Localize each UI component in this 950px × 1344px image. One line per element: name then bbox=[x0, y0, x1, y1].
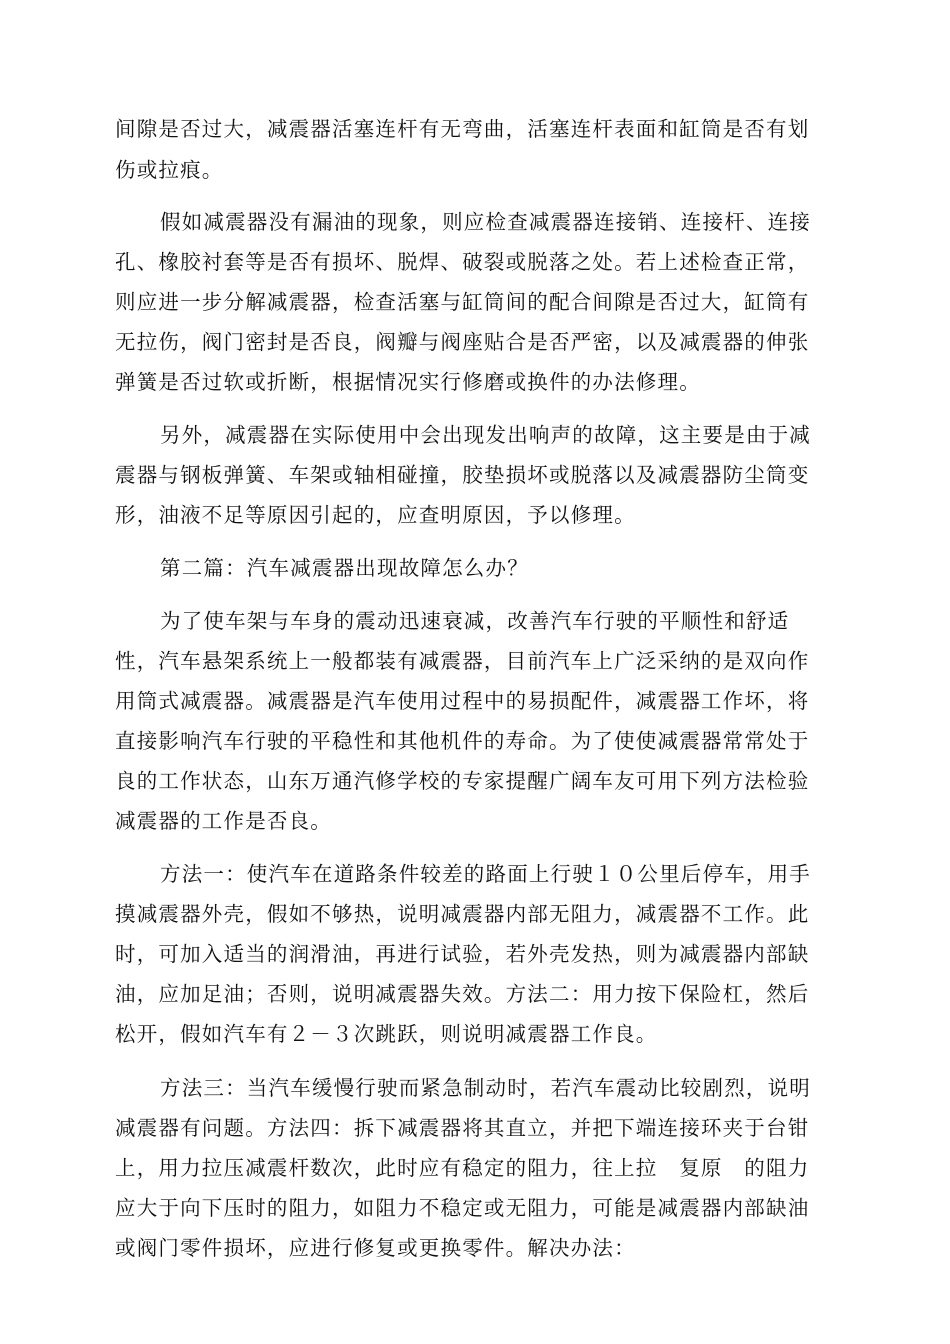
text-line: 震器与钢板弹簧、车架或轴相碰撞，胶垫损坏或脱落以及减震器防尘筒变 bbox=[115, 463, 810, 487]
text-line: 减震器有问题。方法四：拆下减震器将其直立，并把下端连接环夹于台钳 bbox=[115, 1116, 810, 1140]
text-line: 无拉伤，阀门密封是否良，阀瓣与阀座贴合是否严密，以及减震器的伸张 bbox=[115, 330, 810, 354]
text-line: 用筒式减震器。减震器是汽车使用过程中的易损配件，减震器工作坏，将 bbox=[115, 689, 810, 713]
text-line: 方法三：当汽车缓慢行驶而紧急制动时，若汽车震动比较剧烈，说明 bbox=[160, 1076, 811, 1100]
text-line: 摸减震器外壳，假如不够热，说明减震器内部无阻力，减震器不工作。此 bbox=[115, 902, 810, 926]
section-heading: 第二篇：汽车减震器出现故障怎么办？ bbox=[160, 556, 529, 580]
text-line: 直接影响汽车行驶的平稳性和其他机件的寿命。为了使使减震器常常处于 bbox=[115, 729, 810, 753]
text-line: 间隙是否过大，减震器活塞连杆有无弯曲，活塞连杆表面和缸筒是否有划 bbox=[115, 117, 810, 141]
text-line: 伤或拉痕。 bbox=[115, 158, 224, 182]
text-line: 为了使车架与车身的震动迅速衰减，改善汽车行驶的平顺性和舒适 bbox=[160, 609, 790, 633]
text-line: 另外，减震器在实际使用中会出现发出响声的故障，这主要是由于减 bbox=[160, 423, 811, 447]
text-line: 松开，假如汽车有２－３次跳跃，则说明减震器工作良。 bbox=[115, 1022, 658, 1046]
text-line: 方法一：使汽车在道路条件较差的路面上行驶１０公里后停车，用手 bbox=[160, 862, 811, 886]
text-line: 上，用力拉压减震杆数次，此时应有稳定的阻力，往上拉 复原 的阻力 bbox=[115, 1156, 810, 1180]
text-line: 假如减震器没有漏油的现象，则应检查减震器连接销、连接杆、连接 bbox=[160, 210, 811, 234]
text-line: 减震器的工作是否良。 bbox=[115, 809, 332, 833]
text-line: 良的工作状态，山东万通汽修学校的专家提醒广阔车友可用下列方法检验 bbox=[115, 769, 810, 793]
text-line: 性，汽车悬架系统上一般都装有减震器，目前汽车上广泛采纳的是双向作 bbox=[115, 649, 810, 673]
text-line: 孔、橡胶衬套等是否有损坏、脱焊、破裂或脱落之处。若上述检查正常， bbox=[115, 250, 810, 274]
text-line: 时，可加入适当的润滑油，再进行试验，若外壳发热，则为减震器内部缺 bbox=[115, 942, 810, 966]
text-line: 形，油液不足等原因引起的，应查明原因，予以修理。 bbox=[115, 503, 636, 527]
text-line: 或阀门零件损坏，应进行修复或更换零件。解决办法： bbox=[115, 1236, 636, 1260]
text-line: 应大于向下压时的阻力，如阻力不稳定或无阻力，可能是减震器内部缺油 bbox=[115, 1196, 810, 1220]
text-line: 弹簧是否过软或折断，根据情况实行修磨或换件的办法修理。 bbox=[115, 370, 701, 394]
text-line: 油，应加足油；否则，说明减震器失效。方法二：用力按下保险杠，然后 bbox=[115, 982, 810, 1006]
text-line: 则应进一步分解减震器，检查活塞与缸筒间的配合间隙是否过大，缸筒有 bbox=[115, 290, 810, 314]
